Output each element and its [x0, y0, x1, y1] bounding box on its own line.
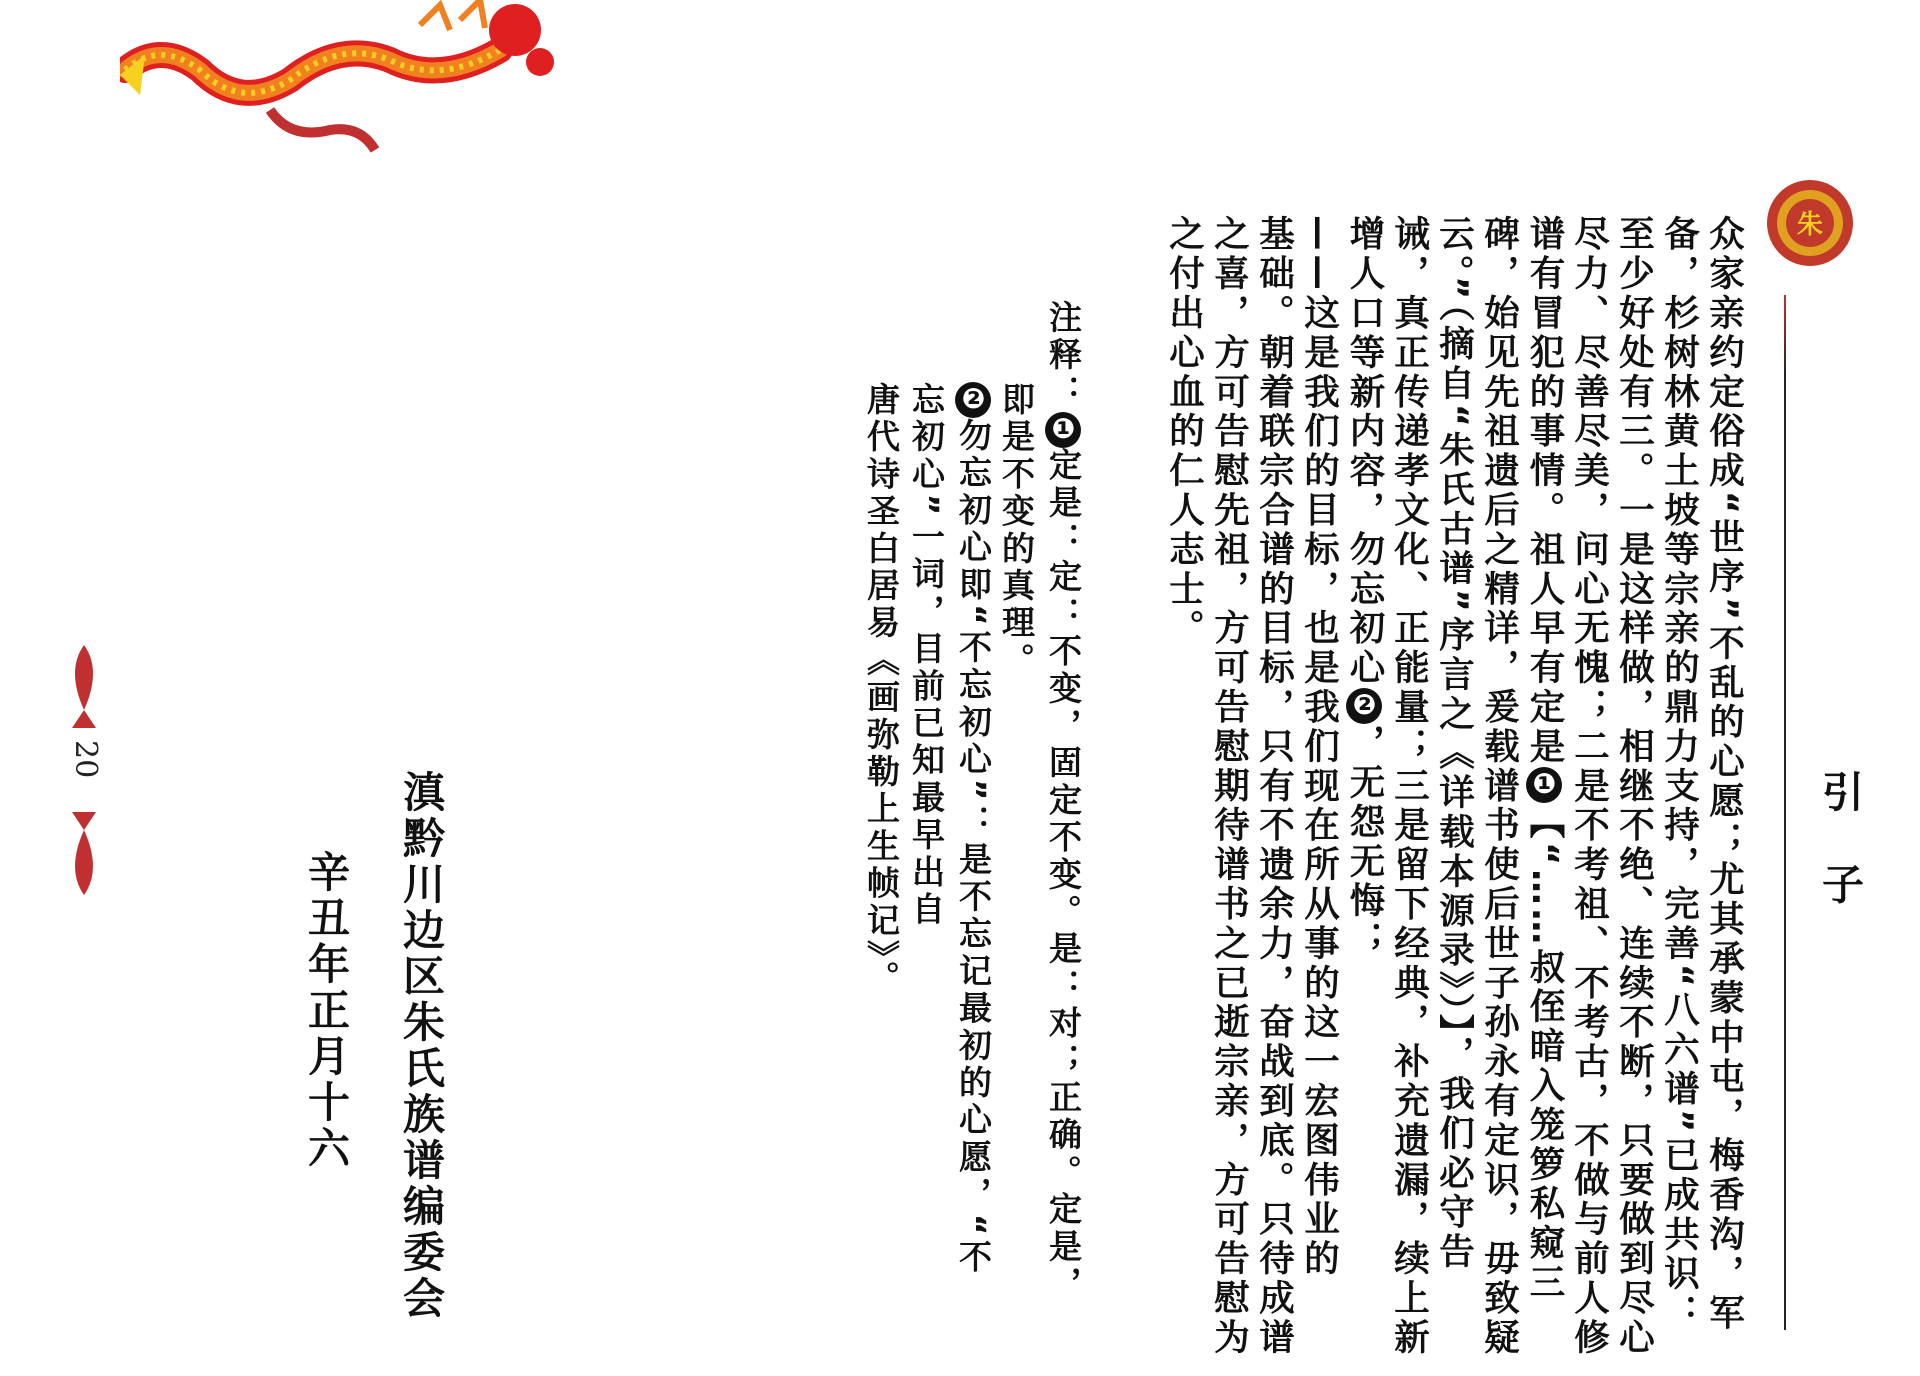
text-segment: 谱有冒犯的事情。祖人早有定是	[1524, 215, 1565, 767]
footnote-marker-1: ❶	[1528, 766, 1561, 804]
text-segment: 【“……叔侄暗入笼箩私窥三	[1524, 802, 1565, 1303]
text-column: 云。”（摘自“朱氏古谱”序言之《详载本源录》）】，我们必守告	[1433, 215, 1475, 1272]
text-column: 众家亲约定俗成“世序”不乱的心愿；尤其承蒙中屯，梅香沟，军	[1703, 215, 1745, 1334]
text-column	[1344, 215, 1385, 961]
note-line: 忘初心”一词，目前已知最早出自	[907, 382, 946, 929]
text-column	[1524, 215, 1565, 1303]
text-column: 诫，真正传递孝文化、正能量；三是留下经典，补充遗漏，续上新	[1388, 215, 1430, 1358]
text-column: 基础。朝着联宗合谱的目标，只有不遗余力，奋战到底。只待成谱	[1253, 215, 1295, 1358]
text-segment: ，无怨无悔；	[1344, 723, 1385, 961]
fish-ornament-icon	[62, 640, 106, 730]
page-number: 20	[68, 740, 103, 779]
note-line	[1045, 300, 1081, 1303]
text-column: 碑，始见先祖遗后之精详，爰载谱书使后世子孙永有定识，毋致疑	[1478, 215, 1520, 1358]
note-marker-2: ❷	[957, 382, 990, 420]
note-marker-1: ❶	[1047, 411, 1080, 449]
notes-label: 注释：	[1044, 300, 1083, 412]
fish-ornament-icon	[62, 810, 106, 900]
text-segment: 增人口等新内容，勿忘初心	[1344, 215, 1385, 688]
section-title: 引 子	[1816, 770, 1865, 923]
header-rule	[1784, 295, 1786, 1330]
note-line: 唐代诗圣白居易《画弥勒上生帧记》。	[862, 382, 901, 998]
dragon-illustration	[120, 0, 580, 175]
note-text: 定是：定：不变，固定不变。是：对；正确。定是，	[1044, 447, 1083, 1304]
note-line	[955, 382, 991, 1277]
family-seal-icon	[1765, 178, 1855, 268]
seal-character: 朱	[1796, 210, 1824, 240]
signature-org: 滇黔川边区朱氏族谱编委会	[397, 770, 446, 1322]
text-column: 之喜，方可告慰先祖，方可告慰期待谱书之已逝宗亲，方可告慰为	[1208, 215, 1250, 1358]
text-column: 备，杉树林黄土坡等宗亲的鼎力支持，完善“八六谱”已成共识：	[1658, 215, 1700, 1334]
text-column: 之付出心血的仁人志士。	[1163, 215, 1205, 649]
text-column: ——这是我们的目标，也是我们现在所从事的这一宏图伟业的	[1298, 215, 1340, 1279]
footnote-marker-2: ❷	[1348, 687, 1381, 725]
text-column: 尽力、尽善尽美，问心无愧；二是不考祖、不考古，不做与前人修	[1568, 215, 1610, 1358]
text-column: 至少好处有三。一是这样做，相继不绝、连续不断，只要做到尽心	[1613, 215, 1655, 1358]
note-text: 勿忘初心即“不忘初心”：是不忘记最初的心愿，“不	[954, 418, 993, 1277]
signature-date: 辛丑年正月十六	[302, 850, 351, 1172]
note-line: 即是不变的真理。	[997, 382, 1036, 680]
